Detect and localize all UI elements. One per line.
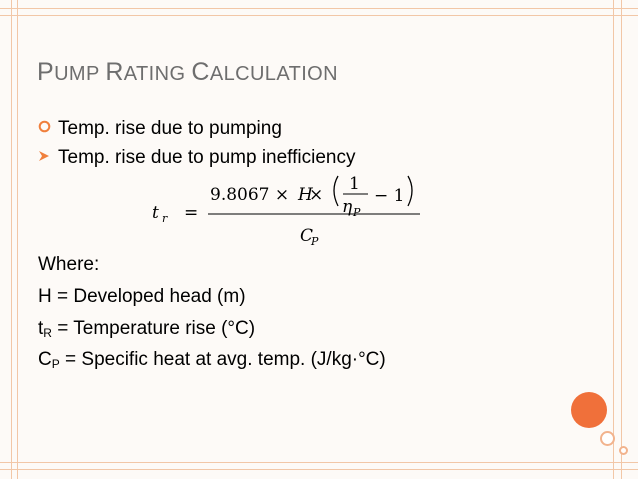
formula-denominator: C (300, 226, 314, 246)
formula-lhs: t (152, 203, 159, 223)
definition-temperature-rise: $t_R$ = Temperature rise (°C) (38, 318, 256, 340)
bullet-text-2: Temp. rise due to pump inefficiency (58, 147, 356, 168)
formula-minus-one: − 1 (374, 186, 405, 206)
pump-rating-formula (150, 166, 440, 256)
formula-lhs-sub: r (162, 212, 168, 225)
formula-denominator-sub: P (311, 235, 319, 248)
decorative-tiny-circle (619, 446, 628, 455)
bullet-text-1: Temp. rise due to pumping (58, 118, 282, 139)
formula-equals: = (184, 203, 199, 223)
formula-inner-num: 1 (349, 174, 360, 194)
decorative-large-circle (571, 392, 607, 428)
frame-line-top-inner (0, 15, 638, 16)
formula-right-paren (408, 176, 412, 206)
where-label: Where: (38, 254, 100, 275)
frame-line-top-outer (0, 8, 638, 9)
arrow-bullet-icon (38, 149, 58, 165)
decorative-small-circle (600, 431, 615, 446)
frame-line-right-outer (621, 0, 622, 479)
formula-left-paren (334, 176, 338, 206)
frame-line-bottom-inner (0, 462, 638, 463)
definition-head: H = Developed head (m) (38, 286, 246, 307)
formula-inner-den-sub: P (353, 206, 361, 219)
formula-numerator-times: × (309, 185, 324, 205)
bullet-item-1 (38, 118, 282, 140)
formula-inner-den: η (342, 197, 353, 217)
frame-line-right-inner (613, 0, 614, 479)
formula-numerator-const: 9.8067 × (210, 185, 290, 205)
frame-line-left-outer (11, 0, 12, 479)
frame-line-left-inner (17, 0, 18, 479)
definition-specific-heat: $C_P$ = Specific heat at avg. temp. (J/kg·°C) (38, 349, 386, 371)
slide-title: PUMP RATING CALCULATION (37, 58, 338, 86)
formula-numerator-var: H (298, 185, 313, 205)
frame-line-bottom-outer (0, 469, 638, 470)
circle-bullet-icon (38, 120, 58, 136)
